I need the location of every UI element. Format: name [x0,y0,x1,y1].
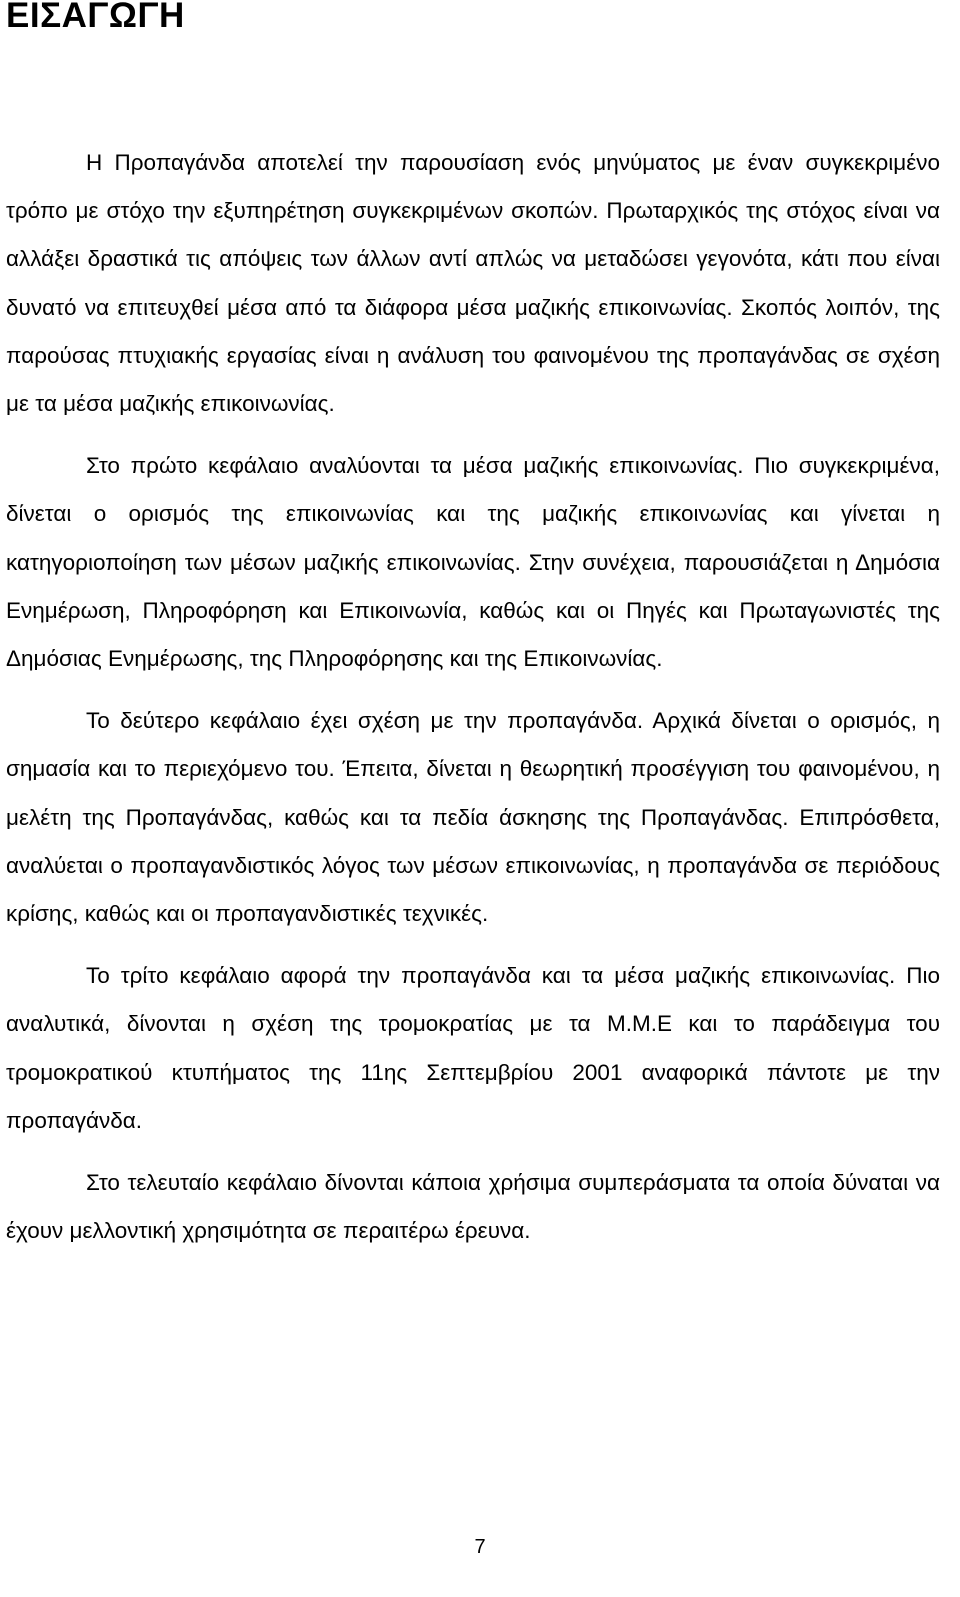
paragraph-chapter-1: Στο πρώτο κεφάλαιο αναλύονται τα μέσα μαζικής επικοινωνίας. Πιο συγκεκριμένα, δίνεται ο ορισμός της επικοινωνίας και της μαζικής επικοινωνίας και γίνεται η κατηγοριοποίηση των μέσων μαζικής επικοινωνίας. Στην συνέχεια, παρουσιάζεται η Δημόσια Ενημέρωση, Πληροφόρηση και Επικοινωνία, καθώς και οι Πηγές και Πρωταγωνιστές της Δημόσιας Ενημέρωσης, της Πληροφόρησης και της Επικοινωνίας. [6,453,940,672]
paragraph-chapter-3: Το τρίτο κεφάλαιο αφορά την προπαγάνδα και τα μέσα μαζικής επικοινωνίας. Πιο αναλυτικά, δίνονται η σχέση της τρομοκρατίας με τα Μ.Μ.Ε και το παράδειγμα του τρομοκρατικού κτυπήματος της 11ης Σεπτεμβρίου 2001 αναφορικά πάντοτε με την προπαγάνδα. [6,963,940,1133]
body-text [6,139,940,1269]
paragraph-chapter-2: Το δεύτερο κεφάλαιο έχει σχέση με την προπαγάνδα. Αρχικά δίνεται ο ορισμός, η σημασία και το περιεχόμενο του. Έπειτα, δίνεται η θεωρητική προσέγγιση του φαινομένου, η μελέτη της Προπαγάνδας, καθώς και τα πεδία άσκησης της Προπαγάνδας. Επιπρόσθετα, αναλύεται ο προπαγανδιστικός λόγος των μέσων επικοινωνίας, η προπαγάνδα σε περιόδους κρίσης, καθώς και οι προπαγανδιστικές τεχνικές. [6,708,940,927]
chapter-heading: ΕΙΣΑΓΩΓΗ [6,0,185,35]
paragraph-intro: Η Προπαγάνδα αποτελεί την παρουσίαση ενός μηνύματος με έναν συγκεκριμένο τρόπο με στόχο την εξυπηρέτηση συγκεκριμένων σκοπών. Πρωταρχικός της στόχος είναι να αλλάξει δραστικά τις απόψεις των άλλων αντί απλώς να μεταδώσει γεγονότα, κάτι που είναι δυνατό να επιτευχθεί μέσα από τα διάφορα μέσα μαζικής επικοινωνίας. Σκοπός λοιπόν, της παρούσας πτυχιακής εργασίας είναι η ανάλυση του φαινομένου της προπαγάνδας σε σχέση με τα μέσα μαζικής επικοινωνίας. [6,150,940,417]
page-number: 7 [474,1536,486,1558]
paragraph-last-chapter: Στο τελευταίο κεφάλαιο δίνονται κάποια χρήσιμα συμπεράσματα τα οποία δύναται να έχουν μελλοντική χρησιμότητα σε περαιτέρω έρευνα. [6,1170,940,1244]
